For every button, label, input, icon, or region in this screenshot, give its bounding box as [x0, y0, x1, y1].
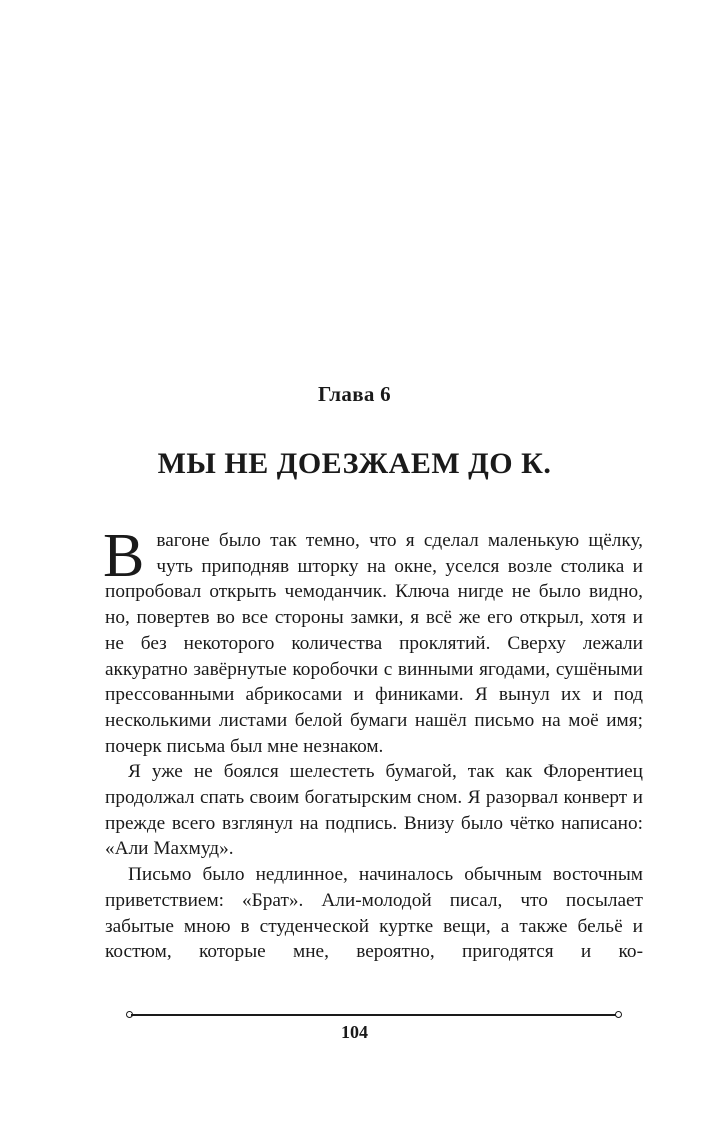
rule-right-ornament [615, 1011, 622, 1018]
paragraph-3: Письмо было недлинное, начиналось обычным восточным приветствием: «Брат». Али-молодой писал, что посылает забытые мною в студенческой куртке вещи, а также бельё и костюм, которые мне, вероятно, пригодятся и ко- [105, 864, 643, 963]
page-number: 104 [341, 1022, 368, 1042]
chapter-title: МЫ НЕ ДОЕЗЖАЕМ ДО К. [157, 447, 552, 480]
rule-line [131, 1014, 617, 1016]
body-text [103, 522, 643, 965]
drop-cap: В [103, 522, 145, 590]
paragraph-1 [103, 522, 643, 759]
paragraph-1-text: вагоне было так темно, что я сделал маленькую щёлку, чуть приподняв шторку на окне, уселся возле столика и попробовал открыть чемоданчик. Ключа нигде не было видно, но, повертев во все стороны замки, я всё же его открыл, хотя и не без некоторого количества проклятий. Сверху лежали аккуратно завёрнутые коробочки с винными ягодами, сушёными прессованными абрикосами и финиками. Я вынул их и под несколькими листами белой бумаги нашёл письмо на моё имя; почерк письма был мне незнаком. [105, 530, 643, 757]
footer-rule [126, 1010, 622, 1020]
chapter-label: Глава 6 [318, 382, 391, 406]
paragraph-2: Я уже не боялся шелестеть бумагой, так как Флорентиец продолжал спать своим богатырским сном. Я разорвал конверт и прежде всего взглянул на подпись. Внизу было чётко написано: «Али Махмуд». [105, 761, 643, 860]
